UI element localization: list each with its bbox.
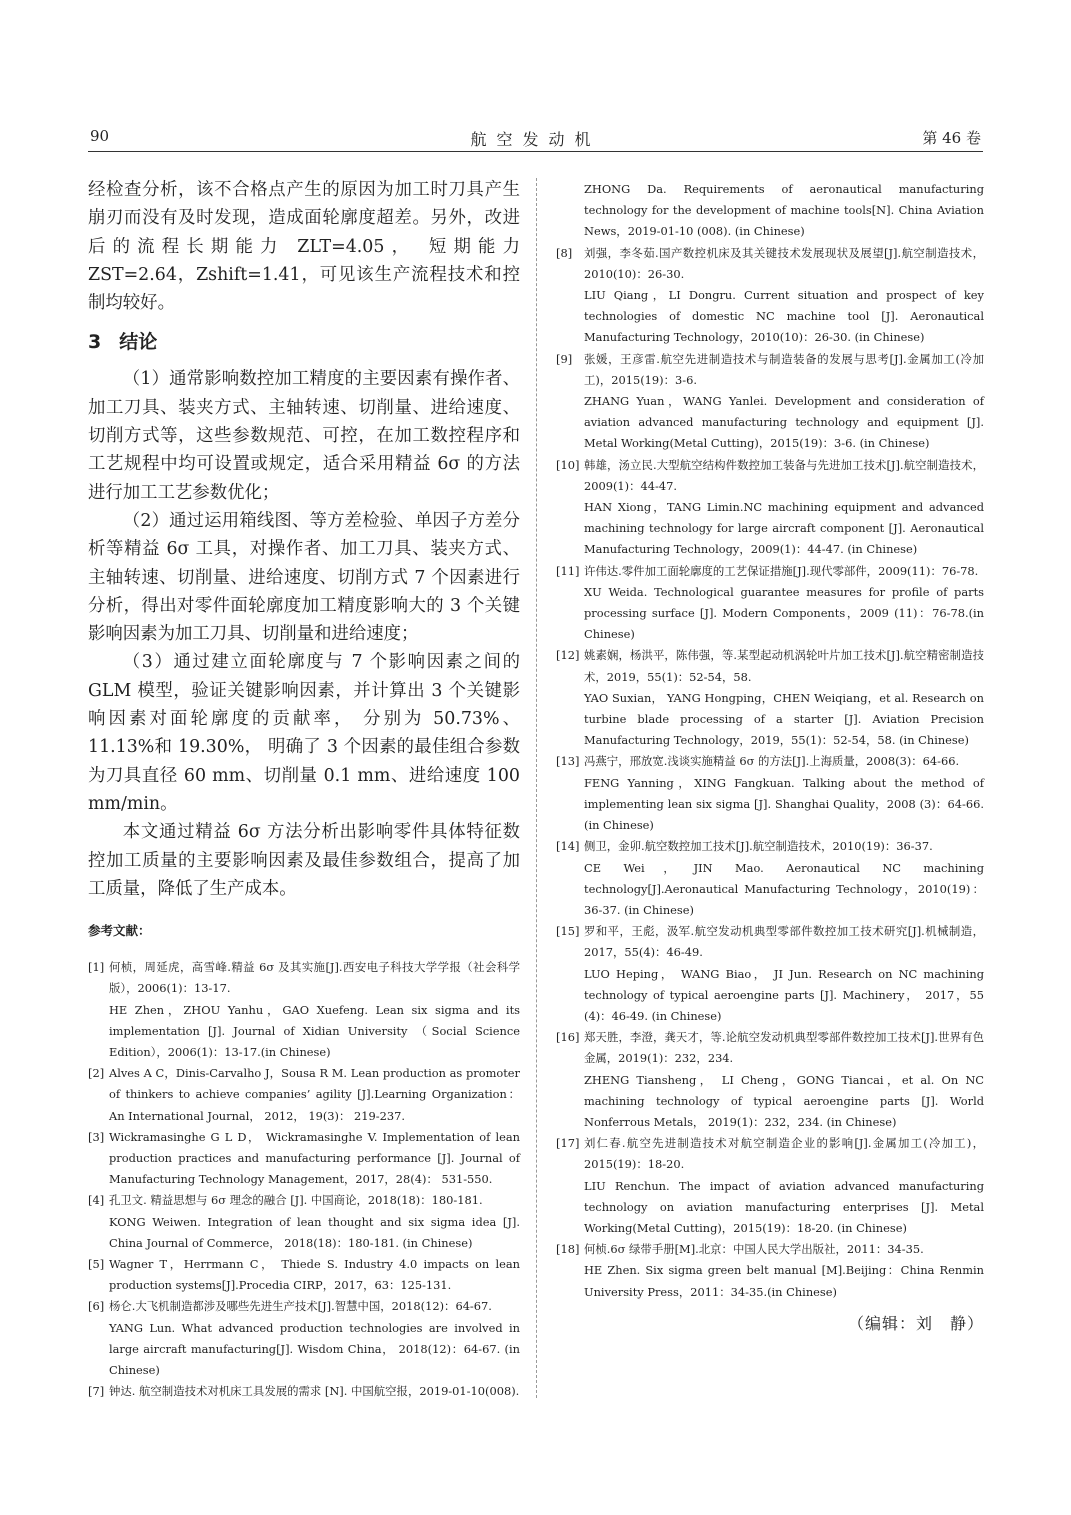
reference-number: [17] bbox=[556, 1136, 580, 1151]
reference-translation: XU Weida. Technological guarantee measures for profile of parts processing surface [J]. Modern Components，2009 (11)：76-78.(in Chinese) bbox=[584, 584, 984, 642]
reference-text: 侧卫，金卯.航空数控加工技术[J].航空制造技术，2010(19)：36-37. bbox=[584, 839, 933, 854]
reference-text: 郑天胜，李澄，龚天才，等.论航空发动机典型零部件数控加工技术[J].世界有色金属，2019(1)：232，234. bbox=[584, 1030, 984, 1066]
editor-note: （编辑：刘 静） bbox=[847, 1313, 984, 1333]
reference-translation: HE Zhen，ZHOU Yanhu，GAO Xuefeng. Lean six sigma and its implementation [J]. Journal of Xidian University （Social Science Edition），2006(1)：13-17.(in Chinese) bbox=[109, 1002, 520, 1059]
reference-item bbox=[556, 243, 984, 349]
summary-paragraph: 本文通过精益 6σ 方法分析出影响零件具体特征数控加工质量的主要影响因素及最佳参数组合，提高了加工质量，降低了生产成本。 bbox=[88, 822, 520, 899]
reference-item bbox=[556, 1239, 984, 1303]
reference-text: Wagner T，Herrmann C， Thiede S. Industry 4.0 impacts on lean production systems[J].Procedia CIRP，2017，63：125-131. bbox=[109, 1256, 520, 1293]
reference-item bbox=[88, 1063, 520, 1127]
reference-item bbox=[556, 751, 984, 836]
reference-item bbox=[556, 349, 984, 455]
reference-text: 何桢，周延虎，高雪峰.精益 6σ 及其实施[J].西安电子科技大学学报（社会科学版），2006(1)：13-17. bbox=[109, 960, 520, 996]
reference-text: 姚素娴，杨洪平，陈伟强，等.某型起动机涡轮叶片加工技术[J].航空精密制造技术，2019，55(1)：52-54，58. bbox=[584, 648, 984, 684]
reference-number: [1] bbox=[88, 960, 105, 975]
reference-number: [9] bbox=[556, 351, 573, 366]
reference-text: 何桢.6σ 绿带手册[M].北京：中国人民大学出版社，2011：34-35. bbox=[584, 1242, 924, 1257]
reference-item bbox=[556, 561, 984, 646]
right-column bbox=[556, 179, 984, 1334]
reference-item bbox=[556, 836, 984, 921]
reference-number: [5] bbox=[88, 1256, 105, 1271]
volume-label: 第 46 卷 bbox=[922, 129, 981, 147]
reference-text: Alves A C，Dinis-Carvalho J，Sousa R M. Lean production as promoter of thinkers to achieve companies’ agility [J].Learning Organization：An International Journal， 2012， 19(3)： 219-237. bbox=[109, 1066, 520, 1123]
reference-translation: LIU Renchun. The impact of aviation advanced manufacturing technology on aviation manufacturing enterprises [J]. Metal Working(Metal Cutting)，2015(19)：18-20. (in Chinese) bbox=[584, 1178, 984, 1235]
reference-translation: ZHENG Tiansheng， LI Cheng，GONG Tiancai，et al. On NC machining technology of typical aeroengine parts [J]. World Nonferrous Metals， 2019(1)：232，234. (in Chinese) bbox=[584, 1072, 984, 1129]
reference-number: [11] bbox=[556, 563, 580, 578]
intro-paragraph: 经检查分析，该不合格点产生的原因为加工时刀具产生崩刃而没有及时发现，造成面轮廓度超差。另外，改进后的流程长期能力 ZLT=4.05， 短期能力 ZST=2.64，Zshift=1.41，可见该生产流程技术和控制均较好。 bbox=[88, 180, 520, 314]
conclusion-1: （1）通常影响数控加工精度的主要因素有操作者、加工刀具、装夹方式、主轴转速、切削量、进给速度、切削方式等，这些参数规范、可控，在加工数控程序和工艺规程中均可设置或规定，适合采用精益 6σ 的方法进行加工工艺参数优化； bbox=[88, 369, 520, 503]
reference-item bbox=[556, 455, 984, 561]
reference-number: [10] bbox=[556, 457, 580, 472]
reference-translation: FENG Yanning，XING Fangkuan. Talking about the method of implementing lean six sigma [J]. Shanghai Quality，2008 (3)：64-66. (in Chinese) bbox=[584, 775, 984, 833]
section-title: 结论 bbox=[119, 331, 158, 354]
reference-number: [15] bbox=[556, 924, 580, 939]
reference-translation: HE Zhen. Six sigma green belt manual [M].Beijing：China Renmin University Press，2011：34-35.(in Chinese) bbox=[584, 1263, 984, 1299]
reference-translation: YANG Lun. What advanced production technologies are involved in large aircraft manufacturing[J]. Wisdom China， 2018(12)：64-67. (in Chinese) bbox=[109, 1320, 520, 1377]
reference-item bbox=[88, 1381, 520, 1402]
reference-number: [8] bbox=[556, 245, 573, 260]
journal-title: 航空发动机 bbox=[470, 130, 601, 149]
reference-number: [13] bbox=[556, 754, 580, 769]
conclusion-2: （2）通过运用箱线图、等方差检验、单因子方差分析等精益 6σ 工具，对操作者、加工刀具、装夹方式、主轴转速、切削量、进给速度、切削方式 7 个因素进行分析，得出对零件面轮廓度加工精度影响大的 3 个关键影响因素为加工刀具、切削量和进给速度； bbox=[88, 510, 520, 645]
references-heading: 参考文献： bbox=[88, 923, 151, 939]
reference-item bbox=[556, 1027, 984, 1133]
reference-text: 冯燕宁，邢放宽.浅谈实施精益 6σ 的方法[J].上海质量，2008(3)：64-66. bbox=[584, 754, 960, 769]
reference-number: [4] bbox=[88, 1193, 105, 1208]
reference-translation: CE Wei，JIN Mao. Aeronautical NC machining technology[J].Aeronautical Manufacturing Technology，2010(19)：36-37. (in Chinese) bbox=[584, 860, 984, 917]
reference-item bbox=[88, 1127, 520, 1191]
reference-item bbox=[556, 1133, 984, 1239]
reference-text: 许伟达.零件加工面轮廓度的工艺保证措施[J].现代零部件，2009(11)：76-78. bbox=[584, 563, 979, 578]
page-header bbox=[88, 127, 983, 152]
reference-translation: KONG Weiwen. Integration of lean thought and six sigma idea [J]. China Journal of Commerce， 2018(18)：180-181. (in Chinese) bbox=[109, 1214, 520, 1250]
reference-text: 杨仑.大飞机制造都涉及哪些先进生产技术[J].智慧中国，2018(12)：64-67. bbox=[109, 1299, 492, 1314]
left-column bbox=[88, 176, 520, 1402]
reference-item bbox=[88, 1296, 520, 1381]
reference-text: Wickramasinghe G L D， Wickramasinghe V. Implementation of lean production practices and manufacturing performance [J]. Journal of Manufacturing Technology Management，2017，28(4)： 531-550. bbox=[109, 1129, 520, 1187]
reference-translation: YAO Suxian， YANG Hongping，CHEN Weiqiang，et al. Research on turbine blade processing of a starter [J]. Aviation Precision Manufacturing Technology，2019，55(1)：52-54，58. (in Chinese) bbox=[584, 690, 984, 748]
section-number: 3 bbox=[88, 331, 102, 354]
reference-number: [16] bbox=[556, 1030, 580, 1045]
reference-item bbox=[556, 645, 984, 751]
reference-item bbox=[556, 921, 984, 1027]
reference-number: [2] bbox=[88, 1066, 105, 1081]
reference-translation: HAN Xiong，TANG Limin.NC machining equipment and advanced machining technology for large aircraft component [J]. Aeronautical Manufacturing Technology，2009(1)：44-47. (in Chinese) bbox=[584, 500, 984, 557]
reference-text: 钟达. 航空制造技术对机床工具发展的需求 [N]. 中国航空报，2019-01-10(008). bbox=[109, 1384, 520, 1399]
reference-text: 刘仁春.航空先进制造技术对航空制造企业的影响[J].金属加工(冷加工)，2015(19)：18-20. bbox=[584, 1136, 984, 1172]
reference-translation: LIU Qiang，LI Dongru. Current situation and prospect of key technologies of domestic NC machine tool [J]. Aeronautical Manufacturing Technology，2010(10)：26-30. (in Chinese) bbox=[584, 288, 984, 345]
reference-translation: ZHANG Yuan，WANG Yanlei. Development and consideration of aviation advanced manufacturing technology and equipment [J]. Metal Working(Metal Cutting)，2015(19)：3-6. (in Chinese) bbox=[584, 394, 984, 451]
section-heading bbox=[88, 329, 520, 355]
reference-item bbox=[88, 957, 520, 1063]
reference-number: [3] bbox=[88, 1129, 105, 1144]
reference-number: [14] bbox=[556, 839, 580, 854]
reference-text: 孔卫文. 精益思想与 6σ 理念的融合 [J]. 中国商论，2018(18)：180-181. bbox=[109, 1193, 483, 1208]
reference-number: [6] bbox=[88, 1299, 105, 1314]
reference-text: 罗和平，王彪，汲军.航空发动机典型零部件数控加工技术研究[J].机械制造，2017，55(4)：46-49. bbox=[584, 924, 984, 960]
reference-text: ZHONG Da. Requirements of aeronautical manufacturing technology for the development of machine tools[N]. China Aviation News，2019-01-10 (008). (in Chinese) bbox=[584, 182, 984, 239]
reference-item bbox=[88, 1254, 520, 1296]
references-list bbox=[88, 957, 520, 1402]
conclusion-3: （3）通过建立面轮廓度与 7 个影响因素之间的 GLM 模型，验证关键影响因素，并计算出 3 个关键影响因素对面轮廓度的贡献率， 分别为 50.73%、11.13%和 19.30%， 明确了 3 个因素的最佳组合参数为刀具直径 60 mm、切削量 0.1 mm、进给速度 100 mm/min。 bbox=[88, 652, 520, 814]
reference-text: 韩雄，汤立民.大型航空结构件数控加工装备与先进加工技术[J].航空制造技术，2009(1)：44-47. bbox=[584, 457, 984, 493]
reference-number: [18] bbox=[556, 1242, 580, 1257]
reference-translation: LUO Heping， WANG Biao， JI Jun. Research on NC machining technology of typical aeroengine parts [J]. Machinery， 2017，55 (4)：46-49. (in Chinese) bbox=[584, 966, 984, 1023]
reference-number: [7] bbox=[88, 1384, 105, 1399]
reference-text: 刘强，李冬茹.国产数控机床及其关键技术发展现状及展望[J].航空制造技术，2010(10)：26-30. bbox=[584, 245, 984, 281]
page-number: 90 bbox=[90, 127, 110, 145]
reference-number: [12] bbox=[556, 648, 580, 663]
reference-item bbox=[88, 1190, 520, 1254]
references-list-continued bbox=[556, 179, 984, 1303]
column-divider bbox=[536, 178, 537, 1398]
reference-item bbox=[556, 179, 984, 243]
reference-text: 张媛，王彦雷.航空先进制造技术与制造装备的发展与思考[J].金属加工(冷加工)，2015(19)：3-6. bbox=[584, 351, 984, 387]
